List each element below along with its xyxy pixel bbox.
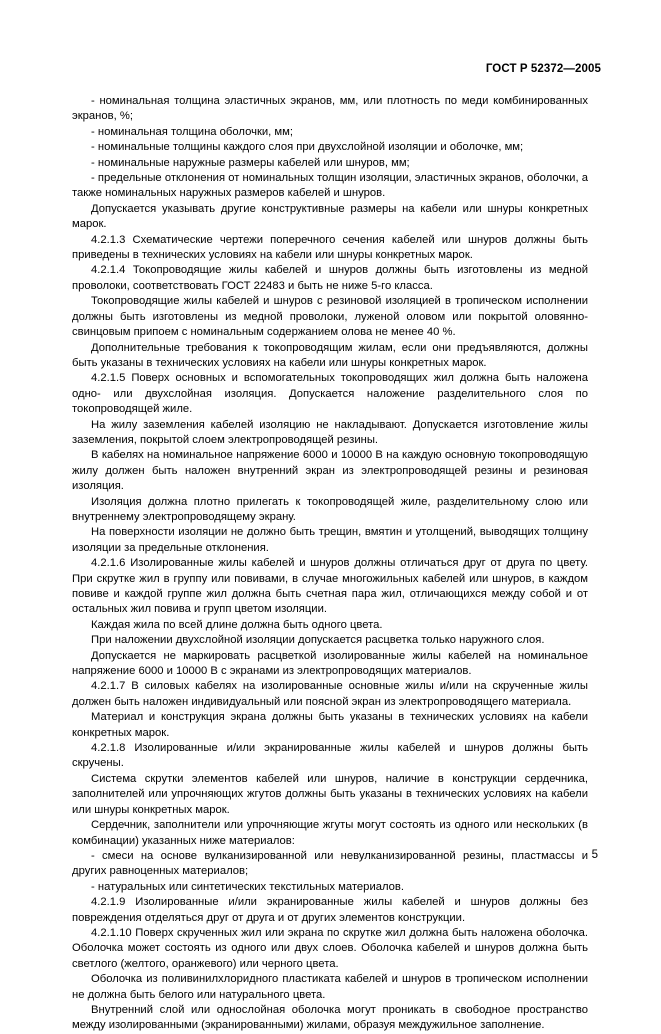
paragraph: Система скрутки элементов кабелей или шнуров, наличие в конструкции сердечника, заполнителей или упрочняющих жгутов должны быть указаны в технических условиях на кабели или шнуры конкретных марок. bbox=[72, 772, 588, 816]
paragraph: Внутренний слой или однослойная оболочка могут проникать в свободное пространство между изолированными (экранированными) жилами, образуя междужильное заполнение. bbox=[72, 1003, 588, 1032]
paragraph: 4.2.1.7 В силовых кабелях на изолированные основные жилы и/или на скрученные жилы должен быть наложен индивидуальный или поясной экран из электропроводящего материала. bbox=[72, 680, 588, 708]
paragraph: Сердечник, заполнители или упрочняющие жгуты могут состоять из одного или нескольких (в комбинации) указанных ниже материалов: bbox=[72, 819, 588, 847]
paragraph: - номинальные наружные размеры кабелей или шнуров, мм; bbox=[91, 156, 410, 169]
paragraph: - номинальные толщины каждого слоя при двухслойной изоляции и оболочке, мм; bbox=[91, 141, 524, 154]
paragraph: 4.2.1.6 Изолированные жилы кабелей и шнуров должны отличаться друг от друга по цвету. При скрутке жил в группу или повивами, в случае многожильных кабелей или шнуров, в каждом повиве и каждой группе жил должна быть счетная пара жил, отличающихся между собой и от остальных жил повива и групп цветом изоляции. bbox=[72, 557, 588, 616]
paragraph: 4.2.1.5 Поверх основных и вспомогательных токопроводящих жил должна быть наложена одно- или двухслойная изоляция. Допускается наложение разделительного слоя по токопроводящей жиле. bbox=[72, 372, 588, 416]
paragraph: 4.2.1.10 Поверх скрученных жил или экрана по скрутке жил должна быть наложена оболочка. Оболочка может состоять из одного или двух слоев. Оболочка кабелей и шнуров должна быть светлого (желтого, оранжевого) или черного цвета. bbox=[72, 926, 588, 970]
paragraph: 4.2.1.3 Схематические чертежи поперечного сечения кабелей или шнуров должны быть приведены в технических условиях на кабели или шнуры конкретных марок. bbox=[72, 233, 588, 262]
paragraph: Каждая жила по всей длине должна быть одного цвета. bbox=[91, 618, 383, 631]
paragraph: Оболочка из поливинилхлоридного пластиката кабелей и шнуров в тропическом исполнении не должна быть белого или натурального цвета. bbox=[72, 973, 588, 1001]
paragraph: - смеси на основе вулканизированной или невулканизированной резины, пластмассы и других равноценных материалов; bbox=[72, 849, 588, 878]
paragraph: - предельные отклонения от номинальных толщин изоляции, эластичных экранов, оболочки, а также номинальных наружных размеров кабелей и шнуров. bbox=[72, 172, 588, 200]
paragraph: 4.2.1.4 Токопроводящие жилы кабелей и шнуров должны быть изготовлены из медной проволоки, соответствовать ГОСТ 22483 и быть не ниже 5-го класса. bbox=[72, 264, 588, 292]
page-number: 5 bbox=[591, 849, 598, 861]
paragraph: Допускается указывать другие конструктивные размеры на кабели или шнуры конкретных марок. bbox=[72, 202, 588, 231]
paragraph: При наложении двухслойной изоляции допускается расцветка только наружного слоя. bbox=[91, 634, 545, 647]
paragraph: Допускается не маркировать расцветкой изолированные жилы кабелей на номинальное напряжение 6000 и 10000 В с экранами из электропроводящих материалов. bbox=[72, 649, 588, 678]
paragraph: В кабелях на номинальное напряжение 6000 и 10000 В на каждую основную токопроводящую жилу должен быть наложен внутренний экран из электропроводящей резины и резиновая изоляция. bbox=[72, 449, 588, 493]
paragraph: Материал и конструкция экрана должны быть указаны в технических условиях на кабели конкретных марок. bbox=[72, 711, 588, 739]
paragraph: 4.2.1.8 Изолированные и/или экранированные жилы кабелей и шнуров должны быть скручены. bbox=[72, 742, 588, 770]
paragraph: 4.2.1.9 Изолированные и/или экранированные жилы кабелей и шнуров должны без повреждения отделяться друг от друга и от других элементов конструкции. bbox=[72, 896, 588, 924]
document-body bbox=[72, 94, 588, 1034]
standard-code-header: ГОСТ Р 52372—2005 bbox=[485, 63, 601, 75]
paragraph: На поверхности изоляции не должно быть трещин, вмятин и утолщений, выводящих толщину изоляции за предельные отклонения. bbox=[72, 526, 588, 554]
paragraph: - натуральных или синтетических текстильных материалов. bbox=[91, 880, 405, 893]
paragraph: - номинальная толщина оболочки, мм; bbox=[91, 125, 294, 138]
paragraph: Дополнительные требования к токопроводящим жилам, если они предъявляются, должны быть указаны в технических условиях на кабели или шнуры конкретных марок. bbox=[72, 341, 588, 369]
paragraph: Токопроводящие жилы кабелей и шнуров с резиновой изоляцией в тропическом исполнении должны быть изготовлены из медной проволоки, луженой оловом или покрытой оловянно-свинцовым припоем с номинальным содержанием олова не менее 40 %. bbox=[72, 295, 588, 339]
paragraph: Изоляция должна плотно прилегать к токопроводящей жиле, разделительному слою или внутреннему электропроводящему экрану. bbox=[72, 495, 588, 523]
paragraph: На жилу заземления кабелей изоляцию не накладывают. Допускается изготовление жилы заземления, покрытой слоем электропроводящей резины. bbox=[72, 418, 588, 446]
paragraph: - номинальная толщина эластичных экранов, мм, или плотность по меди комбинированных экранов, %; bbox=[72, 95, 588, 123]
